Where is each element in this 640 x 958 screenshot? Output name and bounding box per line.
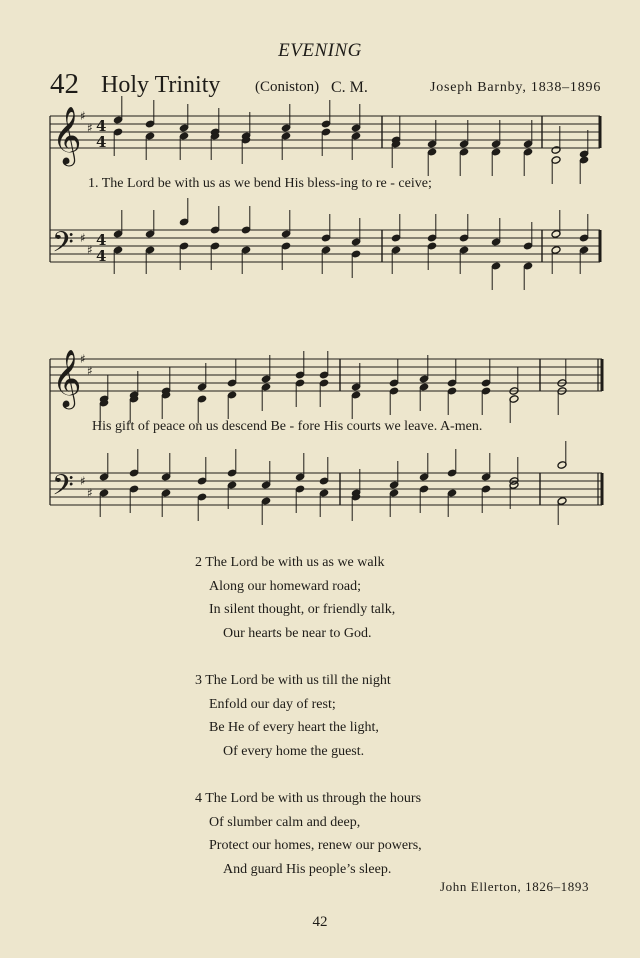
hymn-number: 42 (50, 68, 79, 100)
author-credit: John Ellerton, 1826–1893 (440, 879, 590, 894)
verse-line: Be He of every heart the light, (209, 720, 379, 736)
verse-number: 3 (195, 673, 202, 688)
treble-clef-icon: 𝄞 (52, 106, 82, 164)
section-heading: EVENING (278, 40, 362, 61)
verse-line: Enfold our day of rest; (209, 696, 336, 712)
verse-number: 2 (195, 555, 202, 570)
sharp-icon: ♯ (80, 109, 86, 123)
verse-line: 4 The Lord be with us through the hours (195, 791, 422, 806)
time-signature-denominator: 4 (96, 133, 107, 151)
verse-line: Protect our homes, renew our powers, (209, 838, 422, 854)
tune-name: (Coniston) (255, 79, 320, 95)
hymn-title: Holy Trinity (101, 72, 221, 98)
sharp-icon: ♯ (80, 352, 86, 366)
verse-3 (195, 669, 391, 763)
composer-credit: Joseph Barnby, 1838–1896 (430, 80, 602, 95)
lyric-line-1: 1. The Lord be with us as we bend His bless-ing to re - ceive; (88, 176, 432, 191)
page-number: 42 (312, 914, 328, 930)
verse-line: Of every home the guest. (223, 743, 365, 759)
bass-staff (50, 198, 600, 290)
verse-line: And guard His people’s sleep. (223, 861, 392, 877)
verse-line: Our hearts be near to God. (223, 625, 372, 641)
verse-line: Along our homeward road; (209, 578, 362, 594)
bass-clef-icon: 𝄢 (52, 226, 74, 266)
sharp-icon: ♯ (87, 121, 93, 135)
time-signature-denominator: 4 (96, 247, 107, 265)
verse-line: 3 The Lord be with us till the night (195, 673, 391, 688)
sharp-icon: ♯ (80, 231, 86, 245)
verse-line: 2 The Lord be with us as we walk (195, 555, 385, 570)
meter: C. M. (331, 79, 368, 96)
sharp-icon: ♯ (87, 243, 93, 257)
verse-line: In silent thought, or friendly talk, (209, 602, 396, 618)
verse-number: 4 (195, 791, 202, 806)
time-signature-numerator: 4 (96, 231, 107, 249)
bass-staff (50, 441, 602, 525)
verse-2 (195, 551, 395, 645)
sharp-icon: ♯ (80, 474, 86, 488)
treble-clef-icon: 𝄞 (52, 349, 82, 407)
lyric-line-2: His gift of peace on us descend Be - fore His courts we leave. A-men. (92, 419, 483, 434)
verse-4 (195, 787, 422, 881)
bass-clef-icon: 𝄢 (52, 469, 74, 509)
time-signature-numerator: 4 (96, 117, 107, 135)
verse-line: Of slumber calm and deep, (209, 814, 361, 830)
sharp-icon: ♯ (87, 364, 93, 378)
sharp-icon: ♯ (87, 486, 93, 500)
